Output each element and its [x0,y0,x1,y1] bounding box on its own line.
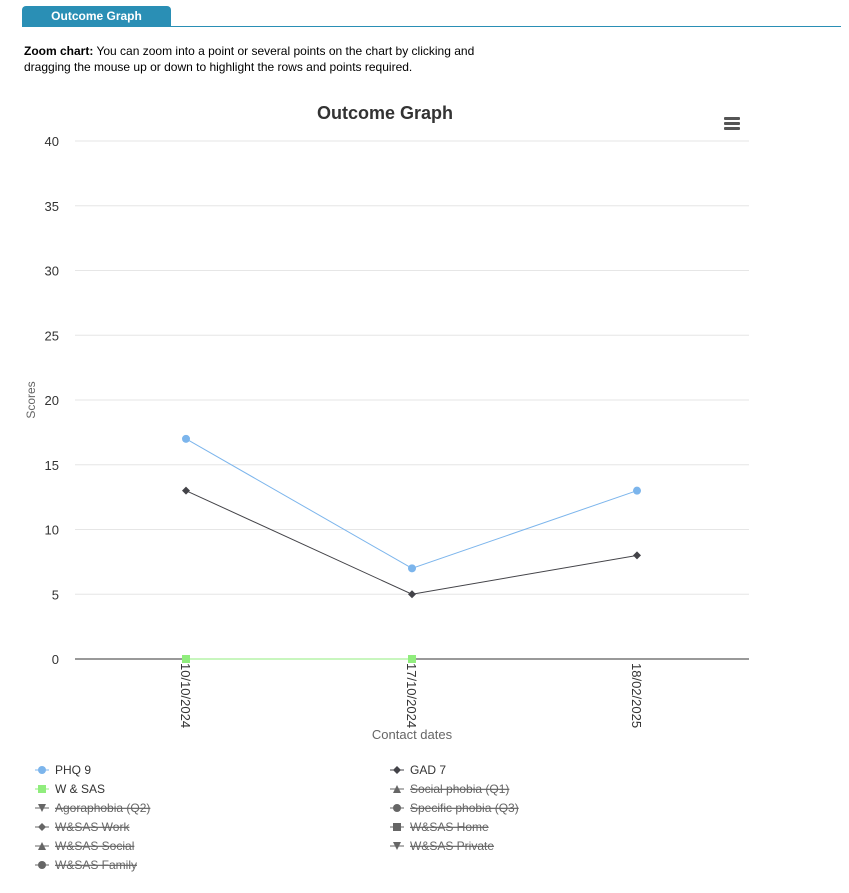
x-tick-label: 10/10/2024 [178,663,193,729]
tab-outcome-graph[interactable]: Outcome Graph [22,6,171,26]
legend-item-label: W&SAS Home [410,820,489,834]
y-tick-label: 40 [44,134,59,149]
legend-item-label: GAD 7 [410,763,447,777]
chart-menu-button[interactable] [720,113,744,133]
legend-item-label: W&SAS Family [55,858,138,872]
y-tick-label: 5 [51,587,59,603]
legend-item-label: Agoraphobia (Q2) [55,801,151,815]
series-line [186,491,637,595]
series-line [186,439,637,568]
legend-item-label: PHQ 9 [55,763,92,777]
data-point[interactable] [408,564,416,572]
data-point[interactable] [182,487,190,495]
instructions-text: You can zoom into a point or several points on the chart by clicking and dragging the mouse up or down to highlight the rows and points required. [24,44,475,74]
x-tick-label: 18/02/2025 [629,663,644,729]
y-tick-label: 20 [44,393,59,408]
y-tick-label: 30 [44,263,59,279]
chart-title: Outcome Graph [316,103,454,123]
legend-item-label: Specific phobia (Q3) [410,801,519,815]
data-point[interactable] [182,655,190,663]
y-tick-label: 25 [44,328,59,344]
y-tick-label: 35 [44,198,59,214]
legend-item-label: W & SAS [55,782,106,796]
y-axis-title: Scores [24,381,38,419]
data-point[interactable] [633,551,641,559]
data-point[interactable] [408,655,416,663]
data-point[interactable] [182,435,190,443]
menu-icon-bar [724,117,740,120]
legend-marker[interactable] [38,766,46,774]
data-point[interactable] [633,487,641,495]
legend-marker[interactable] [393,804,401,812]
legend-marker[interactable] [38,861,46,869]
legend-marker[interactable] [38,785,46,793]
x-tick-label: 17/10/2024 [404,663,419,729]
legend-item-label: W&SAS Private [410,839,495,853]
menu-icon-bar [724,127,740,130]
menu-icon-bar [724,122,740,125]
legend-item-label: Social phobia (Q1) [410,782,510,796]
y-tick-label: 0 [51,652,59,667]
legend-item-label: W&SAS Social [55,839,135,853]
y-tick-label: 15 [44,457,59,473]
legend-marker[interactable] [393,823,401,831]
data-point[interactable] [408,590,416,598]
y-tick-label: 10 [44,522,59,538]
x-axis-title: Contact dates [371,727,453,742]
legend-item-label: W&SAS Work [55,820,130,834]
legend-marker[interactable] [38,823,46,831]
instructions-heading: Zoom chart: [24,44,94,58]
legend-marker[interactable] [393,766,401,774]
